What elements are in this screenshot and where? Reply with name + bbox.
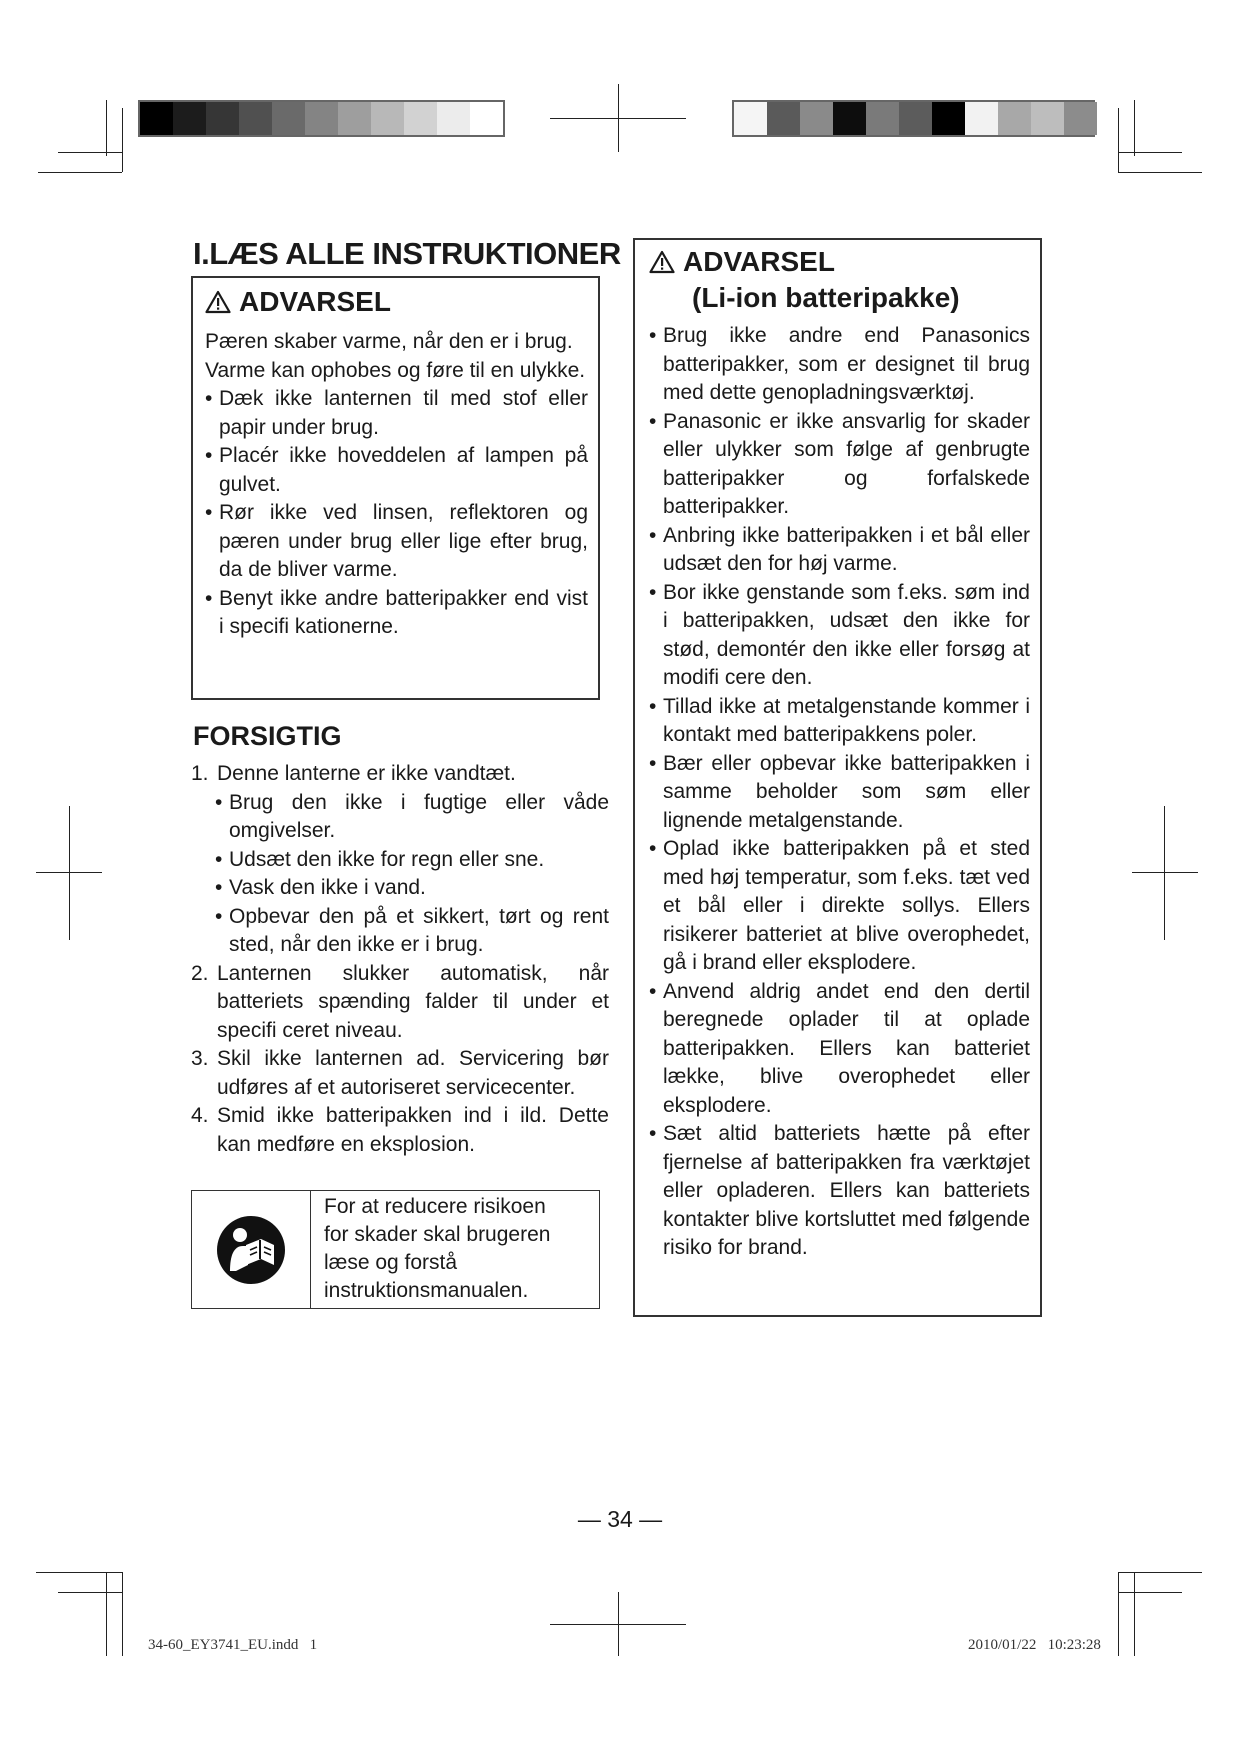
caution-item-number: 1.: [191, 762, 209, 785]
left-swatch: [239, 102, 272, 135]
caution-item-text: Smid ikke batteripakken ind i ild. Dette kan medføre en eksplosion.: [217, 1104, 609, 1156]
right-swatch: [1064, 102, 1097, 135]
right-warning-title: ADVARSEL: [683, 246, 835, 277]
right-swatch: [800, 102, 833, 135]
right-warning-header: [649, 246, 1030, 278]
right-swatch: [866, 102, 899, 135]
left-warning-bullet: • Rør ikke ved linsen, reflektoren og pæren under brug eller lige efter brug, da de bliver varme.: [205, 499, 588, 585]
caution-subitem: • Vask den ikke i vand.: [215, 874, 609, 903]
manual-notice-box: [191, 1190, 600, 1309]
right-warning-box: [633, 238, 1042, 1317]
manual-icon-cell: [192, 1191, 311, 1308]
left-warning-bullet: • Placér ikke hoveddelen af lampen på gulvet.: [205, 442, 588, 499]
caution-item-text: Lanternen slukker automatisk, når batteriets spænding falder til under et specifi ceret niveau.: [217, 961, 609, 1042]
right-warning-bullet: • Bær eller opbevar ikke batteripakken i samme beholder som søm eller lignende metalgenstande.: [649, 750, 1030, 836]
left-warning-box: [191, 276, 600, 700]
warning-triangle-icon: [205, 290, 231, 314]
caution-item-number: 2.: [191, 961, 209, 985]
left-swatch: [437, 102, 470, 135]
left-swatch: [206, 102, 239, 135]
left-swatch: [173, 102, 206, 135]
right-warning-bullet: • Panasonic er ikke ansvarlig for skader eller ulykker som følge af genbrugte batteripakker og forfalskede batteripakker.: [649, 408, 1030, 522]
section-title: I.LÆS ALLE INSTRUKTIONER: [193, 236, 621, 271]
left-warning-header: [205, 286, 588, 318]
caution-item: [191, 760, 609, 789]
left-swatch: [305, 102, 338, 135]
caution-item-number: 4.: [191, 1104, 209, 1127]
page-number: — 34 —: [577, 1506, 663, 1532]
left-swatch: [140, 102, 173, 135]
left-swatch: [371, 102, 404, 135]
right-warning-bullet: • Brug ikke andre end Panasonics batteripakker, som er designet til brug med dette genopladningsværktøj.: [649, 322, 1030, 408]
right-warning-bullet: • Anbring ikke batteripakken i et bål eller udsæt den for høj varme.: [649, 522, 1030, 579]
left-swatch: [470, 102, 503, 135]
caution-item: [191, 960, 609, 1046]
caution-title: FORSIGTIG: [193, 721, 342, 751]
caution-item-number: 3.: [191, 1047, 209, 1070]
right-warning-bullet: • Sæt altid batteriets hætte på efter fjernelse af batteripakken fra værktøjet eller opladeren. Ellers kan batteriets kontakter blive kortsluttet med følgende risiko for brand.: [649, 1120, 1030, 1263]
right-warning-bullet: • Bor ikke genstande som f.eks. søm ind i batteripakken, udsæt den ikke for stød, demontér den ikke eller forsøg at modifi cere den.: [649, 579, 1030, 693]
right-warning-subtitle: (Li-ion batteripakke): [692, 282, 960, 313]
left-warning-bullet: • Dæk ikke lanternen til med stof eller papir under brug.: [205, 385, 588, 442]
caution-item: [191, 1045, 609, 1102]
caution-subitem: • Udsæt den ikke for regn eller sne.: [215, 846, 609, 875]
right-warning-bullet: • Oplad ikke batteripakken på et sted med høj temperatur, som f.eks. tæt ved et bål eller i direkte sollys. Ellers risikerer batteriet at blive overophedet, gå i brand eller eksplodere.: [649, 835, 1030, 978]
right-swatch: [1031, 102, 1064, 135]
read-manual-icon: [216, 1215, 286, 1285]
caution-item-text: Skil ikke lanternen ad. Servicering bør udføres af et autoriseret servicecenter.: [217, 1047, 609, 1099]
left-swatch: [272, 102, 305, 135]
left-warning-title: ADVARSEL: [239, 286, 391, 317]
right-swatch: [767, 102, 800, 135]
caution-list: [191, 760, 609, 1159]
right-swatch: [734, 102, 767, 135]
manual-notice-text: For at reducere risikoen for skader skal brugeren læse og forstå instruktionsmanualen.: [324, 1195, 551, 1302]
footer-file-name: 34-60_EY3741_EU.indd 1: [148, 1637, 318, 1653]
caution-item: [191, 1102, 609, 1159]
left-warning-bullet: • Benyt ikke andre batteripakker end vist i specifi kationerne.: [205, 585, 588, 642]
left-warning-paragraph: Pæren skaber varme, når den er i brug.: [205, 330, 573, 353]
right-swatch: [833, 102, 866, 135]
warning-triangle-icon: [649, 250, 675, 274]
right-swatch: [899, 102, 932, 135]
caution-subitem: • Brug den ikke i fugtige eller våde omgivelser.: [215, 789, 609, 846]
caution-item-text: Denne lanterne er ikke vandtæt.: [217, 762, 516, 785]
left-swatch: [338, 102, 371, 135]
right-swatch: [965, 102, 998, 135]
footer-timestamp: 2010/01/22 10:23:28: [968, 1637, 1101, 1653]
left-warning-paragraph: Varme kan ophobes og føre til en ulykke.: [205, 358, 586, 382]
right-swatch: [932, 102, 965, 135]
left-swatch: [404, 102, 437, 135]
right-warning-bullet: • Anvend aldrig andet end den dertil beregnede oplader til at oplade batteripakken. Ellers kan batteriet lække, blive overophedet eller eksplodere.: [649, 978, 1030, 1121]
caution-subitem: • Opbevar den på et sikkert, tørt og rent sted, når den ikke er i brug.: [215, 903, 609, 960]
right-warning-bullet: • Tillad ikke at metalgenstande kommer i kontakt med batteripakkens poler.: [649, 693, 1030, 750]
right-swatch: [998, 102, 1031, 135]
